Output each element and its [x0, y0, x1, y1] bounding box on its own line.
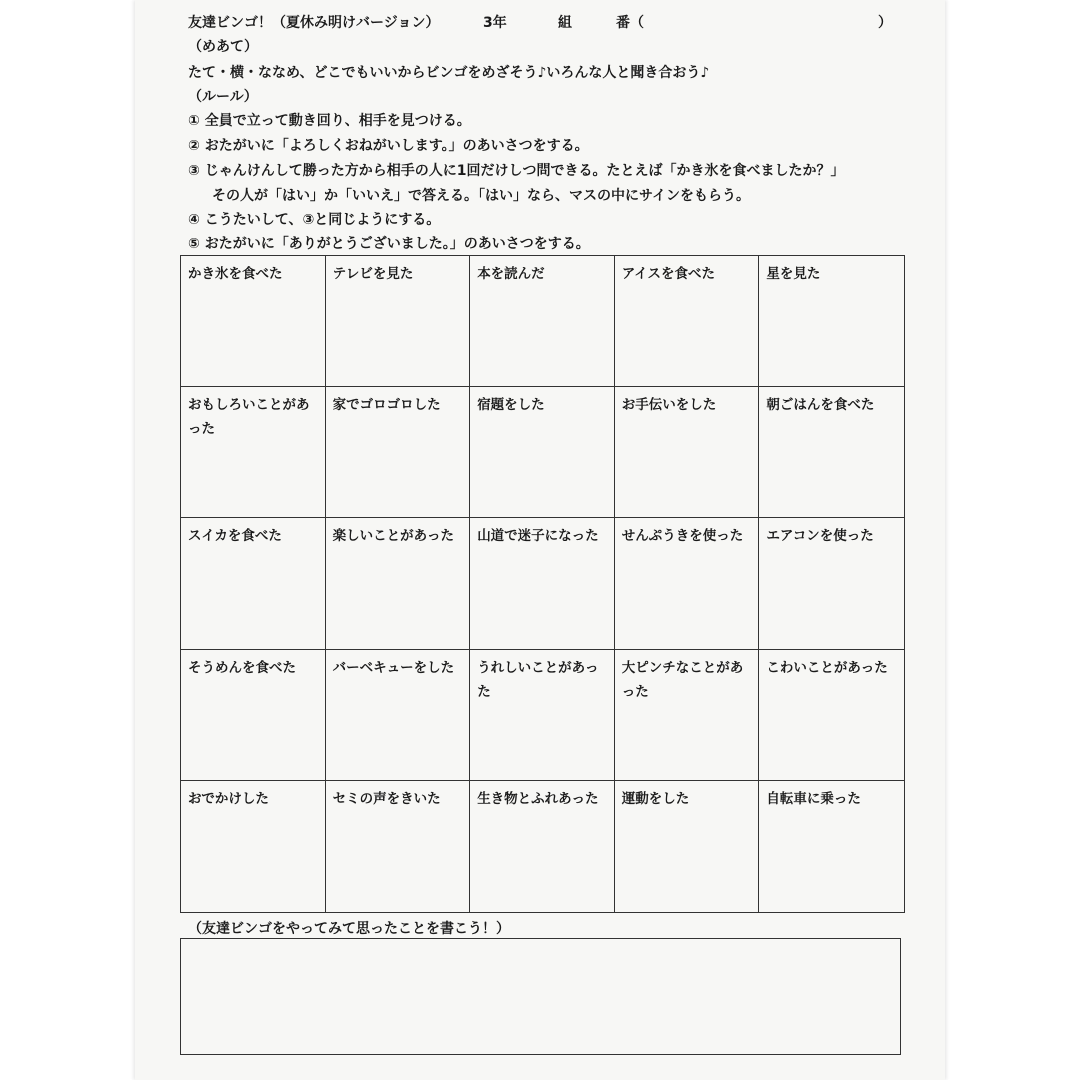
bingo-cell[interactable]: バーベキューをした: [326, 650, 471, 781]
bingo-cell[interactable]: おもしろいことがあった: [181, 387, 326, 518]
goal-text: たて・横・ななめ、どこでもいいからビンゴをめざそう♪いろんな人と聞き合おう♪: [188, 65, 710, 81]
rule-3: ③ じゃんけんして勝った方から相手の人に1回だけしつ問できる。たとえば「かき氷を食べましたか？」: [188, 163, 845, 179]
bingo-cell[interactable]: アイスを食べた: [615, 256, 760, 387]
bingo-cell[interactable]: スイカを食べた: [181, 518, 326, 649]
bingo-cell[interactable]: そうめんを食べた: [181, 650, 326, 781]
rule-1: ① 全員で立って動き回り、相手を見つける。: [188, 113, 471, 129]
bingo-cell[interactable]: 大ピンチなことがあった: [615, 650, 760, 781]
bingo-cell[interactable]: 楽しいことがあった: [326, 518, 471, 649]
bingo-cell[interactable]: こわいことがあった: [759, 650, 904, 781]
name-close-paren: ）: [878, 15, 892, 31]
rule-4: ④ こうたいして、③と同じようにする。: [188, 212, 441, 228]
bingo-cell[interactable]: 生き物とふれあった: [470, 781, 615, 912]
bingo-cell[interactable]: セミの声をきいた: [326, 781, 471, 912]
bingo-cell[interactable]: うれしいことがあった: [470, 650, 615, 781]
number-label: 番（: [616, 15, 644, 31]
bingo-cell[interactable]: エアコンを使った: [759, 518, 904, 649]
bingo-grid: [180, 255, 905, 913]
grade-label: 3年: [483, 15, 507, 31]
bingo-cell[interactable]: テレビを見た: [326, 256, 471, 387]
reflection-writing-box[interactable]: [180, 938, 901, 1055]
rules-heading: （ルール）: [188, 89, 258, 105]
header: [188, 14, 908, 34]
bingo-cell[interactable]: 家でゴロゴロした: [326, 387, 471, 518]
rule-5: ⑤ おたがいに「ありがとうございました。」のあいさつをする。: [188, 236, 590, 252]
bingo-cell[interactable]: おでかけした: [181, 781, 326, 912]
bingo-cell[interactable]: 宿題をした: [470, 387, 615, 518]
bingo-cell[interactable]: せんぷうきを使った: [615, 518, 760, 649]
bingo-cell[interactable]: 本を読んだ: [470, 256, 615, 387]
bingo-cell[interactable]: 山道で迷子になった: [470, 518, 615, 649]
bingo-cell[interactable]: お手伝いをした: [615, 387, 760, 518]
rule-3-continued: その人が「はい」か「いいえ」で答える。「はい」なら、マスの中にサインをもらう。: [212, 188, 751, 204]
reflection-label: （友達ビンゴをやってみて思ったことを書こう！）: [188, 921, 510, 937]
bingo-cell[interactable]: 自転車に乗った: [766, 790, 861, 807]
bingo-cell[interactable]: 運動をした: [615, 781, 760, 912]
bingo-cell[interactable]: 星を見た: [759, 256, 904, 387]
worksheet-title: 友達ビンゴ！（夏休み明けバージョン）: [188, 15, 440, 31]
goal-heading: （めあて）: [188, 39, 258, 55]
bingo-cell[interactable]: かき氷を食べた: [181, 256, 326, 387]
class-label: 組: [558, 15, 572, 31]
bingo-cell[interactable]: 朝ごはんを食べた: [759, 387, 904, 518]
rule-2: ② おたがいに「よろしくおねがいします。」のあいさつをする。: [188, 138, 589, 154]
